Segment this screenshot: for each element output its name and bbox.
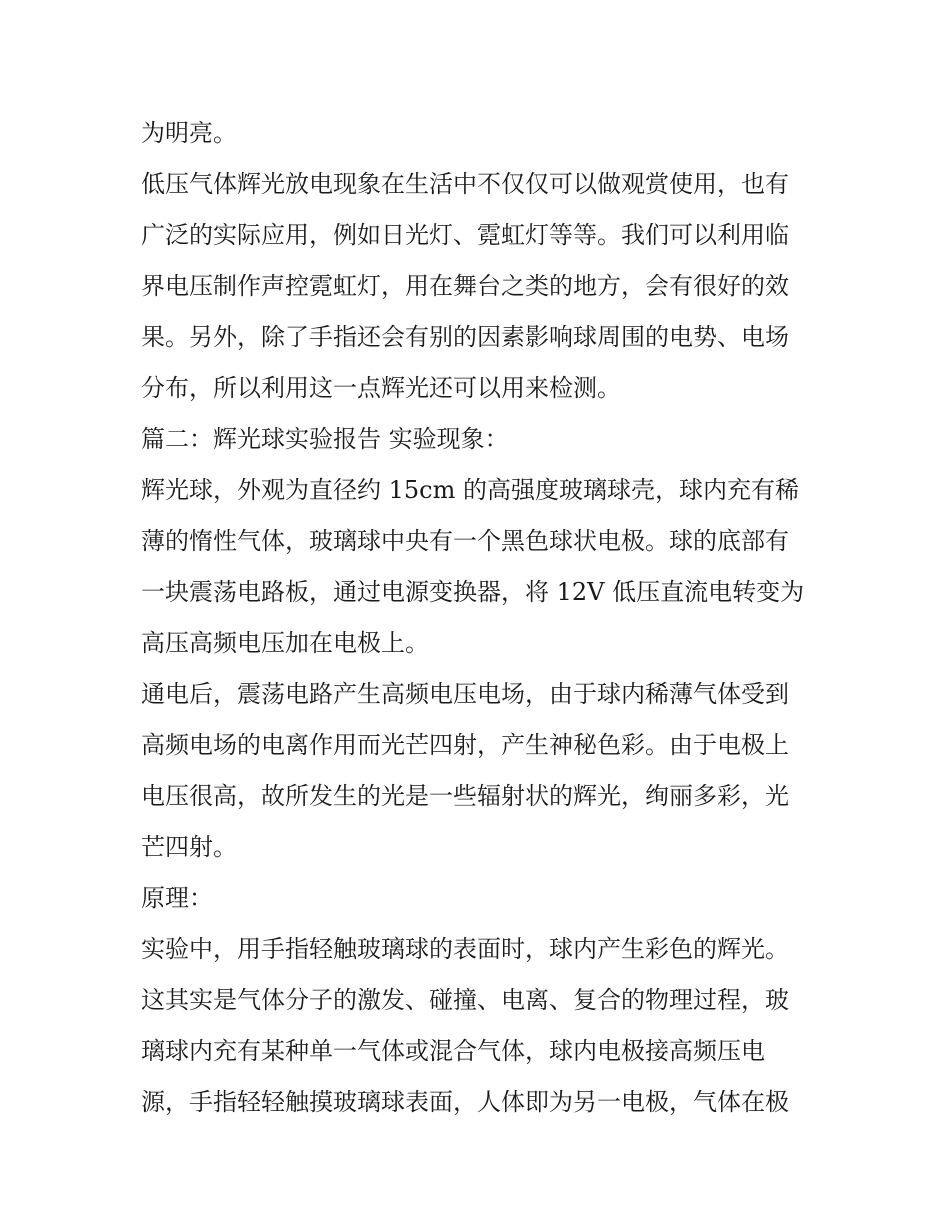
text-line: 高压高频电压加在电极上。 — [141, 629, 429, 657]
text-line: 分布，所以利用这一点辉光还可以用来检测。 — [141, 374, 621, 402]
text-line: 芒四射。 — [141, 833, 237, 861]
text-line: 辉光球，外观为直径约 15cm 的高强度玻璃球壳，球内充有稀 — [141, 476, 799, 504]
text-line: 源，手指轻轻触摸玻璃球表面，人体即为另一电极，气体在极 — [141, 1088, 789, 1116]
text-line: 薄的惰性气体，玻璃球中央有一个黑色球状电极。球的底部有 — [141, 527, 789, 555]
text-line: 通电后，震荡电路产生高频电压电场，由于球内稀薄气体受到 — [141, 680, 789, 708]
text-line: 高频电场的电离作用而光芒四射，产生神秘色彩。由于电极上 — [141, 731, 789, 759]
text-line: 一块震荡电路板，通过电源变换器，将 12V 低压直流电转变为 — [141, 578, 805, 606]
text-line: 广泛的实际应用，例如日光灯、霓虹灯等等。我们可以利用临 — [141, 221, 789, 249]
text-line: 这其实是气体分子的激发、碰撞、电离、复合的物理过程，玻 — [141, 986, 789, 1014]
subheading: 原理： — [141, 884, 213, 912]
text-line: 为明亮。 — [141, 119, 237, 147]
text-line: 低压气体辉光放电现象在生活中不仅仅可以做观赏使用，也有 — [141, 170, 789, 198]
text-line: 果。另外，除了手指还会有别的因素影响球周围的电势、电场 — [141, 323, 789, 351]
text-line: 璃球内充有某种单一气体或混合气体，球内电极接高频压电 — [141, 1037, 765, 1065]
text-line: 界电压制作声控霓虹灯，用在舞台之类的地方，会有很好的效 — [141, 272, 789, 300]
text-line: 电压很高，故所发生的光是一些辐射状的辉光，绚丽多彩，光 — [141, 782, 789, 810]
text-line: 实验中，用手指轻触玻璃球的表面时，球内产生彩色的辉光。 — [141, 935, 789, 963]
document-body — [141, 108, 821, 1128]
section-heading: 篇二：辉光球实验报告 实验现象： — [141, 425, 509, 453]
